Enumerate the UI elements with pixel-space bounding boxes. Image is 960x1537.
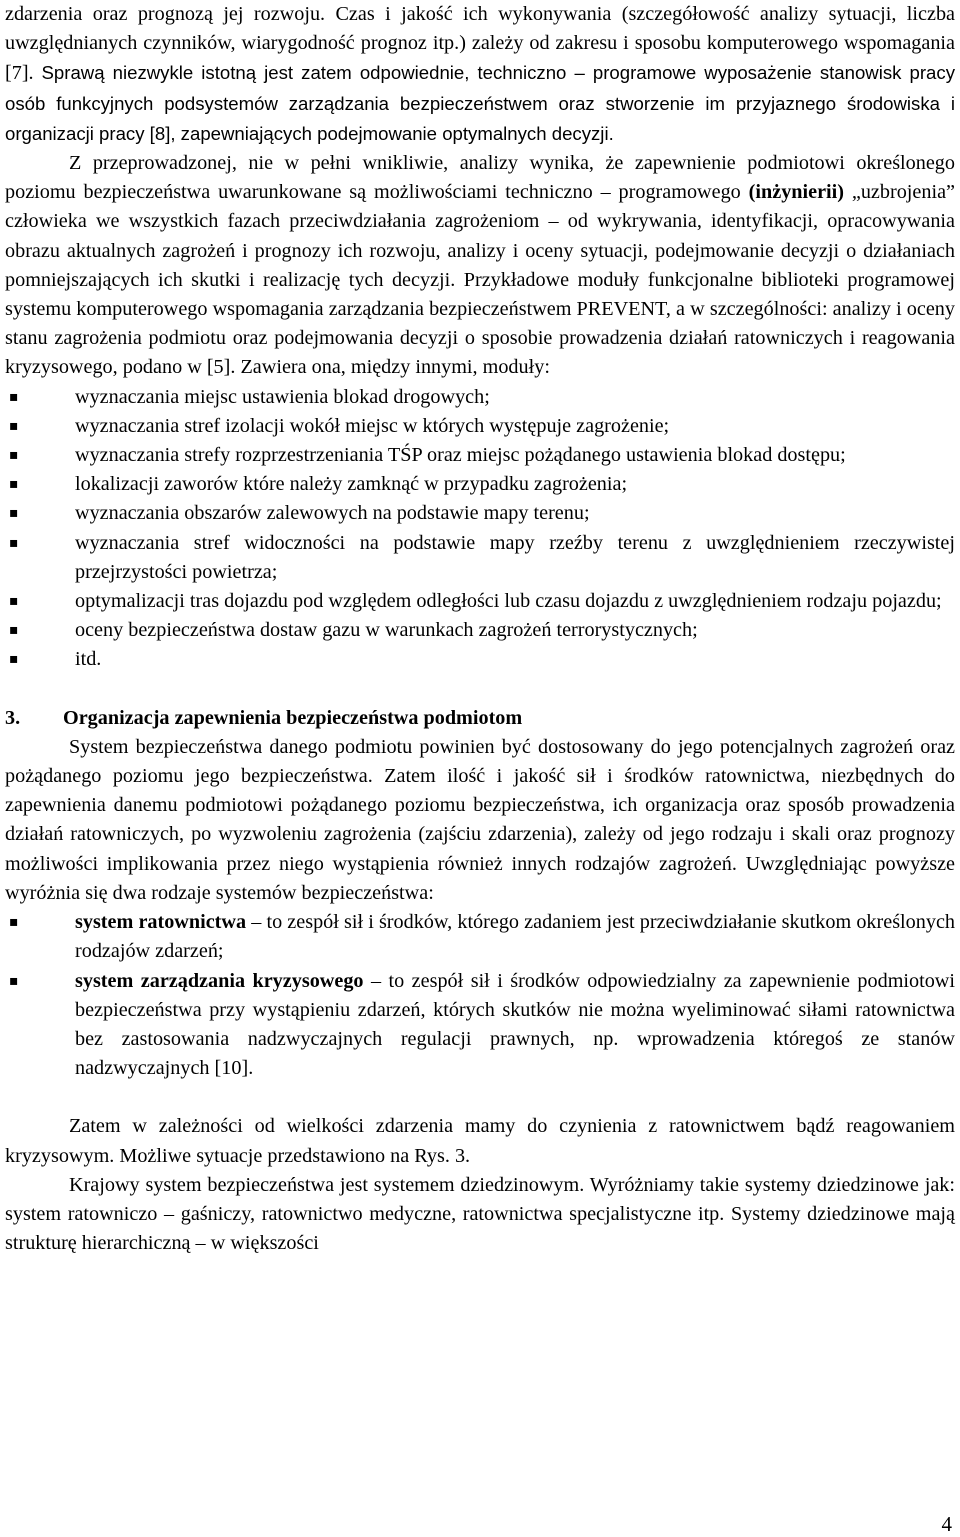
paragraph-analysis-part-d: Przykładowe moduły funkcjonalne biblioteki programowej systemu komputerowego wspomagania zarządzania bezpieczeństwem PREVENT, a w szczególności: analizy i oceny stanu zagrożenia podmiotu oraz podejmowania decyzji o sposobie prowadzenia działań ratowniczych i reagowania kryzysowego, podano w [5]. Zawiera ona, między innymi, moduły: <box>5 268 955 379</box>
paragraph-analysis-part-a: Z przeprowadzonej, nie w pełni wnikliwie, analizy wynika, że zapewnienie podmiotowi określonego poziomu bezpieczeństwa uwarunkowane są możliwościami techniczno – programowego <box>5 152 955 204</box>
list-item <box>5 645 955 674</box>
systems-list <box>5 908 955 1083</box>
list-item-text: wyznaczania stref widoczności na podstawie mapy rzeźby terenu z uwzględnieniem rzeczywistej przejrzystości powietrza; <box>75 531 955 583</box>
square-bullet-icon: ▪ <box>9 447 19 464</box>
paragraph-intro-part-a: zdarzenia oraz prognozą jej rozwoju. Czas i jakość ich wykonywania (szczegółowość analizy sytuacji, liczba uwzględnianych czynników, wiarygodność prognoz itp.) zależy od zakresu i sposobu komputerowego wspomagania [7]. <box>5 3 955 85</box>
section-title: Organizacja zapewnienia bezpieczeństwa podmiotom <box>63 706 523 729</box>
page-number: 4 <box>941 1512 952 1536</box>
list-item-term: system zarządzania kryzysowego <box>75 969 364 992</box>
list-item-text: itd. <box>75 648 102 671</box>
list-item-text: wyznaczania miejsc ustawienia blokad drogowych; <box>75 385 490 408</box>
list-item <box>5 967 955 1084</box>
section-heading <box>5 704 955 733</box>
list-item <box>5 412 955 441</box>
square-bullet-icon: ▪ <box>9 505 19 522</box>
square-bullet-icon: ▪ <box>9 417 19 434</box>
modules-list <box>5 383 955 675</box>
square-bullet-icon: ▪ <box>9 972 19 989</box>
list-item <box>5 908 955 966</box>
paragraph-intro-part-b: Sprawą niezwykle istotną jest zatem odpowiednie, techniczno – programowe wyposażenie stanowisk pracy osób funkcyjnych podsystemów zarządzania bezpieczeństwem oraz stworzenie im przyjaznego środowiska i organizacji pracy [8], zapewniających podejmowanie optymalnych decyzji. <box>5 62 955 144</box>
list-item <box>5 499 955 528</box>
spacer <box>5 1083 955 1112</box>
list-item-text: – to zespół sił i środków odpowiedzialny za zapewnienie podmiotowi bezpieczeństwa przy wystąpieniu zdarzeń, których skutków nie można wyeliminować siłami ratownictwa bez zastosowania nadzwyczajnych regulacji prawnych, np. wprowadzenia któregoś ze stanów nadzwyczajnych [10]. <box>75 969 955 1080</box>
list-item-text: optymalizacji tras dojazdu pod względem odległości lub czasu dojazdu z uwzględnieniem rodzaju pojazdu; <box>75 590 942 613</box>
list-item-text: wyznaczania strefy rozprzestrzeniania TŚP oraz miejsc pożądanego ustawienia blokad dostępu; <box>75 444 846 467</box>
square-bullet-icon: ▪ <box>9 593 19 610</box>
paragraph-analysis-part-c: „uzbrojenia” człowieka we wszystkich fazach przeciwdziałania zagrożeniom – od wykrywania, identyfikacji, opracowywania obrazu aktualnych zagrożeń i prognozy ich rozwoju, analizy i oceny sytuacji, podejmowanie decyzji o działaniach pomniejszających ich skutki i realizację tych decyzji. <box>5 181 955 291</box>
square-bullet-icon: ▪ <box>9 476 19 493</box>
paragraph-analysis-bold: (inżynierii) <box>748 181 844 204</box>
paragraph-analysis <box>5 149 955 383</box>
section-number: 3. <box>5 706 21 729</box>
list-item <box>5 441 955 470</box>
list-item <box>5 383 955 412</box>
list-item-text: oceny bezpieczeństwa dostaw gazu w warunkach zagrożeń terrorystycznych; <box>75 619 698 642</box>
square-bullet-icon: ▪ <box>9 651 19 668</box>
list-item <box>5 587 955 616</box>
square-bullet-icon: ▪ <box>9 914 19 931</box>
paragraph-scale: Zatem w zależności od wielkości zdarzenia mamy do czynienia z ratownictwem bądź reagowaniem kryzysowym. Możliwe sytuacje przedstawiono na Rys. 3. <box>5 1115 955 1167</box>
square-bullet-icon: ▪ <box>9 622 19 639</box>
paragraph-national-system: Krajowy system bezpieczeństwa jest systemem dziedzinowym. Wyróżniamy takie systemy dziedzinowe jak: system ratowniczo – gaśniczy, ratownictwo medyczne, ratownictwa specjalistyczne itp. Systemy dziedzinowe mają strukturę hierarchiczną – w większości <box>5 1173 955 1255</box>
list-item-text: wyznaczania obszarów zalewowych na podstawie mapy terenu; <box>75 502 590 525</box>
paragraph-intro <box>5 0 955 149</box>
list-item-text: wyznaczania stref izolacji wokół miejsc w których występuje zagrożenie; <box>75 414 670 437</box>
square-bullet-icon: ▪ <box>9 534 19 551</box>
list-item <box>5 470 955 499</box>
paragraph-system: System bezpieczeństwa danego podmiotu powinien być dostosowany do jego potencjalnych zagrożeń oraz pożądanego poziomu jego bezpieczeństwa. Zatem ilość i jakość sił i środków ratownictwa, niezbędnych do zapewnienia danemu podmiotowi pożądanego poziomu bezpieczeństwa, ich organizacja oraz sposób prowadzenia działań ratowniczych, po wyzwoleniu zagrożenia (zajściu zdarzenia), zależy od jego rodzaju i skali oraz prognozy możliwości implikowania przez niego wystąpienia również innych rodzajów zagrożeń. Uwzględniając powyższe wyróżnia się dwa rodzaje systemów bezpieczeństwa: <box>5 735 955 904</box>
list-item-text: lokalizacji zaworów które należy zamknąć w przypadku zagrożenia; <box>75 473 628 496</box>
square-bullet-icon: ▪ <box>9 388 19 405</box>
document-page <box>5 0 955 1258</box>
list-item <box>5 529 955 587</box>
list-item <box>5 616 955 645</box>
list-item-text: – to zespół sił i środków, którego zadaniem jest przeciwdziałanie skutkom określonych rodzajów zdarzeń; <box>75 911 956 963</box>
list-item-term: system ratownictwa <box>75 911 247 934</box>
